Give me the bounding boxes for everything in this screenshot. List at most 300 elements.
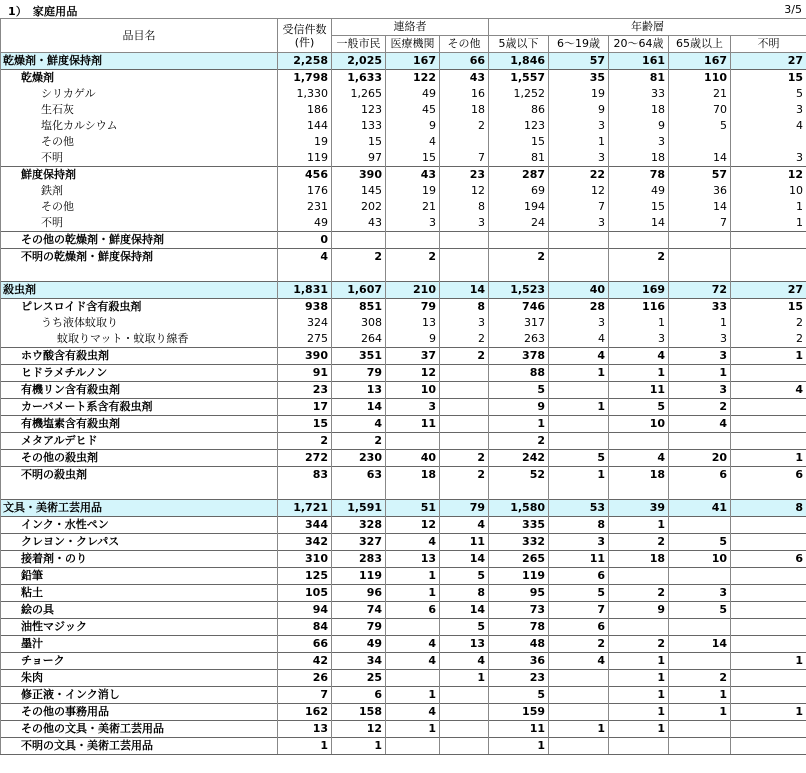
cell-value: 43 (386, 167, 440, 184)
cell-value: 194 (489, 199, 549, 215)
cell-value: 18 (609, 551, 669, 568)
cell-value (549, 416, 609, 433)
cell-value: 275 (278, 331, 332, 348)
cell-value: 79 (440, 500, 489, 517)
cell-value: 3 (440, 215, 489, 232)
cell-value: 14 (440, 551, 489, 568)
cell-value (549, 738, 609, 755)
cell-value (386, 433, 440, 450)
cell-value: 3 (669, 331, 731, 348)
cell-value: 57 (669, 167, 731, 184)
cell-value: 308 (332, 315, 386, 331)
cell-value (278, 265, 332, 282)
table-row (1, 433, 806, 450)
cell-value (731, 568, 806, 585)
row-label: 不明 (1, 150, 278, 167)
cell-value: 1 (669, 687, 731, 704)
cell-value: 1 (549, 467, 609, 484)
row-label: 乾燥剤・鮮度保持剤 (1, 53, 278, 70)
cell-value: 3 (549, 315, 609, 331)
cell-value: 66 (440, 53, 489, 70)
header-count (278, 19, 332, 53)
cell-value (440, 738, 489, 755)
cell-value (731, 265, 806, 282)
row-label: 朱肉 (1, 670, 278, 687)
cell-value (440, 483, 489, 500)
row-label: 不明の文具・美術工芸用品 (1, 738, 278, 755)
row-label: 不明の乾燥剤・鮮度保持剤 (1, 249, 278, 266)
cell-value: 5 (489, 382, 549, 399)
cell-value (440, 416, 489, 433)
row-label: ホウ酸含有殺虫剤 (1, 348, 278, 365)
row-label: インク・水性ペン (1, 517, 278, 534)
cell-value: 133 (332, 118, 386, 134)
table-row (1, 331, 806, 348)
cell-value: 1,633 (332, 70, 386, 87)
cell-value: 4 (609, 450, 669, 467)
cell-value: 310 (278, 551, 332, 568)
cell-value: 20 (669, 450, 731, 467)
header-age-group: 年齢層 (489, 19, 806, 36)
cell-value: 3 (549, 150, 609, 167)
cell-value: 12 (386, 517, 440, 534)
cell-value (731, 636, 806, 653)
cell-value: 122 (386, 70, 440, 87)
table-row (1, 150, 806, 167)
cell-value: 2 (731, 331, 806, 348)
cell-value: 1 (609, 670, 669, 687)
cell-value: 15 (278, 416, 332, 433)
cell-value: 16 (440, 86, 489, 102)
cell-value: 123 (332, 102, 386, 118)
cell-value: 3 (669, 382, 731, 399)
cell-value (386, 619, 440, 636)
cell-value (489, 483, 549, 500)
cell-value: 74 (332, 602, 386, 619)
table-row (1, 315, 806, 331)
cell-value: 283 (332, 551, 386, 568)
cell-value: 4 (669, 416, 731, 433)
cell-value: 9 (386, 331, 440, 348)
cell-value: 3 (440, 315, 489, 331)
cell-value: 342 (278, 534, 332, 551)
row-label: その他の事務用品 (1, 704, 278, 721)
cell-value (731, 249, 806, 266)
cell-value: 1 (609, 517, 669, 534)
cell-value: 3 (731, 102, 806, 118)
cell-value: 1 (440, 670, 489, 687)
cell-value: 8 (549, 517, 609, 534)
cell-value: 14 (440, 282, 489, 299)
table-row (1, 670, 806, 687)
cell-value: 3 (549, 215, 609, 232)
table-row (1, 215, 806, 232)
cell-value: 5 (669, 602, 731, 619)
row-label: シリカゲル (1, 86, 278, 102)
cell-value: 2 (609, 534, 669, 551)
cell-value: 4 (386, 653, 440, 670)
cell-value: 8 (440, 585, 489, 602)
cell-value (489, 232, 549, 249)
cell-value: 33 (609, 86, 669, 102)
cell-value: 36 (489, 653, 549, 670)
header-count-line2: (件) (294, 35, 315, 49)
cell-value: 36 (669, 183, 731, 199)
table-row (1, 232, 806, 249)
cell-value (440, 704, 489, 721)
cell-value: 1 (731, 653, 806, 670)
table-row (1, 467, 806, 484)
cell-value: 7 (440, 150, 489, 167)
cell-value: 84 (278, 619, 332, 636)
cell-value (440, 687, 489, 704)
cell-value: 91 (278, 365, 332, 382)
cell-value (609, 568, 669, 585)
cell-value (440, 134, 489, 150)
cell-value: 18 (609, 102, 669, 118)
cell-value: 5 (489, 687, 549, 704)
table-row (1, 738, 806, 755)
cell-value: 3 (386, 399, 440, 416)
cell-value: 34 (332, 653, 386, 670)
cell-value (549, 382, 609, 399)
cell-value: 746 (489, 299, 549, 316)
cell-value: 19 (386, 183, 440, 199)
cell-value: 8 (440, 199, 489, 215)
table-row (1, 721, 806, 738)
cell-value: 1 (669, 704, 731, 721)
cell-value (731, 585, 806, 602)
cell-value: 4 (731, 382, 806, 399)
cell-value: 2 (332, 249, 386, 266)
cell-value (549, 687, 609, 704)
row-label (1, 265, 278, 282)
cell-value (731, 602, 806, 619)
cell-value: 265 (489, 551, 549, 568)
cell-value: 14 (669, 636, 731, 653)
cell-value (731, 619, 806, 636)
cell-value: 2 (440, 467, 489, 484)
header-caller-public: 一般市民 (332, 36, 386, 53)
cell-value (386, 670, 440, 687)
cell-value: 35 (549, 70, 609, 87)
cell-value: 1 (386, 585, 440, 602)
cell-value: 230 (332, 450, 386, 467)
cell-value: 1 (386, 687, 440, 704)
cell-value: 1 (609, 315, 669, 331)
cell-value (440, 365, 489, 382)
cell-value: 3 (386, 215, 440, 232)
page-number: 3/5 (784, 3, 802, 16)
cell-value: 18 (440, 102, 489, 118)
cell-value: 42 (278, 653, 332, 670)
cell-value: 53 (549, 500, 609, 517)
cell-value: 1 (609, 704, 669, 721)
cell-value (609, 265, 669, 282)
cell-value: 186 (278, 102, 332, 118)
table-row (1, 602, 806, 619)
cell-value: 96 (332, 585, 386, 602)
cell-value: 81 (489, 150, 549, 167)
cell-value: 4 (440, 517, 489, 534)
cell-value: 167 (386, 53, 440, 70)
cell-value: 287 (489, 167, 549, 184)
row-label: 有機塩素含有殺虫剤 (1, 416, 278, 433)
section-row (1, 53, 806, 70)
table-row (1, 365, 806, 382)
cell-value: 51 (386, 500, 440, 517)
cell-value (669, 721, 731, 738)
cell-value: 15 (731, 70, 806, 87)
cell-value: 9 (549, 102, 609, 118)
cell-value: 7 (549, 602, 609, 619)
row-label: カーバメート系含有殺虫剤 (1, 399, 278, 416)
cell-value (669, 619, 731, 636)
cell-value: 119 (489, 568, 549, 585)
row-label: ヒドラメチルノン (1, 365, 278, 382)
header-age-6-19: 6～19歳 (549, 36, 609, 53)
cell-value: 12 (549, 183, 609, 199)
cell-value (278, 483, 332, 500)
cell-value: 21 (669, 86, 731, 102)
cell-value (731, 721, 806, 738)
cell-value: 1 (609, 687, 669, 704)
cell-value: 79 (386, 299, 440, 316)
cell-value: 938 (278, 299, 332, 316)
cell-value: 0 (278, 232, 332, 249)
table-row (1, 636, 806, 653)
cell-value: 169 (609, 282, 669, 299)
cell-value: 1 (386, 568, 440, 585)
cell-value: 1 (609, 721, 669, 738)
cell-value: 48 (489, 636, 549, 653)
cell-value (669, 653, 731, 670)
row-label: 殺虫剤 (1, 282, 278, 299)
header-caller-other: その他 (440, 36, 489, 53)
cell-value: 2 (386, 249, 440, 266)
cell-value: 210 (386, 282, 440, 299)
row-label: うち液体蚊取り (1, 315, 278, 331)
table-row (1, 619, 806, 636)
cell-value: 8 (440, 299, 489, 316)
cell-value: 10 (731, 183, 806, 199)
cell-value: 3 (731, 150, 806, 167)
cell-value: 3 (609, 331, 669, 348)
cell-value: 1,523 (489, 282, 549, 299)
cell-value: 13 (386, 551, 440, 568)
cell-value: 97 (332, 150, 386, 167)
cell-value: 1 (731, 215, 806, 232)
cell-value: 4 (332, 416, 386, 433)
header-category: 品目名 (1, 19, 278, 53)
table-row (1, 585, 806, 602)
cell-value: 45 (386, 102, 440, 118)
cell-value: 1 (669, 315, 731, 331)
row-label: 粘土 (1, 585, 278, 602)
cell-value: 1,265 (332, 86, 386, 102)
cell-value: 63 (332, 467, 386, 484)
cell-value: 1,252 (489, 86, 549, 102)
cell-value: 5 (731, 86, 806, 102)
cell-value: 6 (549, 619, 609, 636)
row-label: ピレスロイド含有殺虫剤 (1, 299, 278, 316)
cell-value: 344 (278, 517, 332, 534)
header-caller-medical: 医療機関 (386, 36, 440, 53)
cell-value: 161 (609, 53, 669, 70)
cell-value (731, 738, 806, 755)
table-row (1, 183, 806, 199)
table-row (1, 348, 806, 365)
cell-value: 12 (386, 365, 440, 382)
cell-value: 1 (731, 199, 806, 215)
cell-value: 14 (669, 199, 731, 215)
section-row (1, 282, 806, 299)
cell-value: 7 (669, 215, 731, 232)
cell-value: 52 (489, 467, 549, 484)
cell-value (386, 265, 440, 282)
cell-value: 125 (278, 568, 332, 585)
cell-value: 167 (669, 53, 731, 70)
cell-value: 378 (489, 348, 549, 365)
row-label: 乾燥剤 (1, 70, 278, 87)
cell-value (669, 134, 731, 150)
cell-value: 72 (669, 282, 731, 299)
cell-value: 2 (489, 433, 549, 450)
row-label: 文具・美術工芸用品 (1, 500, 278, 517)
cell-value (669, 568, 731, 585)
cell-value: 14 (609, 215, 669, 232)
cell-value (731, 483, 806, 500)
spacer-row (1, 483, 806, 500)
cell-value (609, 738, 669, 755)
cell-value (669, 265, 731, 282)
table-row (1, 134, 806, 150)
cell-value: 6 (386, 602, 440, 619)
cell-value: 2 (669, 670, 731, 687)
cell-value: 2 (669, 399, 731, 416)
cell-value: 9 (386, 118, 440, 134)
cell-value: 2 (549, 636, 609, 653)
row-label (1, 483, 278, 500)
cell-value: 95 (489, 585, 549, 602)
row-label: 油性マジック (1, 619, 278, 636)
cell-value: 2 (489, 249, 549, 266)
cell-value (609, 619, 669, 636)
cell-value (731, 534, 806, 551)
cell-value (609, 483, 669, 500)
cell-value: 40 (549, 282, 609, 299)
cell-value: 351 (332, 348, 386, 365)
page-header (0, 0, 806, 18)
cell-value: 1 (669, 365, 731, 382)
cell-value: 43 (440, 70, 489, 87)
cell-value: 13 (440, 636, 489, 653)
row-label: 接着剤・のり (1, 551, 278, 568)
header-count-line1: 受信件数 (282, 22, 327, 36)
cell-value: 12 (731, 167, 806, 184)
cell-value: 123 (489, 118, 549, 134)
cell-value: 116 (609, 299, 669, 316)
cell-value: 145 (332, 183, 386, 199)
cell-value: 119 (332, 568, 386, 585)
cell-value (440, 232, 489, 249)
cell-value: 328 (332, 517, 386, 534)
cell-value: 25 (332, 670, 386, 687)
cell-value (549, 265, 609, 282)
cell-value: 10 (386, 382, 440, 399)
row-label: チョーク (1, 653, 278, 670)
cell-value: 15 (609, 199, 669, 215)
cell-value: 9 (609, 118, 669, 134)
cell-value: 1 (549, 399, 609, 416)
cell-value: 41 (669, 500, 731, 517)
cell-value: 70 (669, 102, 731, 118)
cell-value: 6 (332, 687, 386, 704)
cell-value: 14 (669, 150, 731, 167)
cell-value (731, 687, 806, 704)
cell-value: 81 (609, 70, 669, 87)
cell-value: 1,591 (332, 500, 386, 517)
cell-value: 21 (386, 199, 440, 215)
cell-value (731, 433, 806, 450)
cell-value: 317 (489, 315, 549, 331)
cell-value: 19 (278, 134, 332, 150)
cell-value: 1 (489, 416, 549, 433)
cell-value: 176 (278, 183, 332, 199)
cell-value: 12 (440, 183, 489, 199)
table-row (1, 102, 806, 118)
cell-value: 49 (386, 86, 440, 102)
cell-value (731, 416, 806, 433)
cell-value (549, 670, 609, 687)
cell-value (549, 483, 609, 500)
cell-value: 1 (278, 738, 332, 755)
cell-value: 19 (549, 86, 609, 102)
row-label: その他 (1, 134, 278, 150)
cell-value: 4 (278, 249, 332, 266)
spacer-row (1, 265, 806, 282)
table-header (1, 19, 806, 53)
cell-value: 1 (386, 721, 440, 738)
cell-value: 11 (549, 551, 609, 568)
cell-value: 10 (609, 416, 669, 433)
cell-value: 12 (332, 721, 386, 738)
cell-value: 18 (609, 150, 669, 167)
table-row (1, 399, 806, 416)
cell-value (489, 265, 549, 282)
cell-value: 6 (731, 467, 806, 484)
table-row (1, 118, 806, 134)
cell-value: 83 (278, 467, 332, 484)
cell-value (440, 249, 489, 266)
cell-value: 9 (609, 602, 669, 619)
cell-value: 27 (731, 282, 806, 299)
cell-value (549, 232, 609, 249)
cell-value (386, 483, 440, 500)
cell-value (669, 249, 731, 266)
cell-value: 26 (278, 670, 332, 687)
cell-value: 2 (440, 450, 489, 467)
cell-value: 33 (669, 299, 731, 316)
cell-value: 49 (332, 636, 386, 653)
cell-value: 1 (549, 365, 609, 382)
cell-value: 4 (386, 534, 440, 551)
cell-value: 79 (332, 365, 386, 382)
poison-inquiry-table (0, 18, 806, 755)
cell-value: 24 (489, 215, 549, 232)
table-row (1, 86, 806, 102)
cell-value: 231 (278, 199, 332, 215)
